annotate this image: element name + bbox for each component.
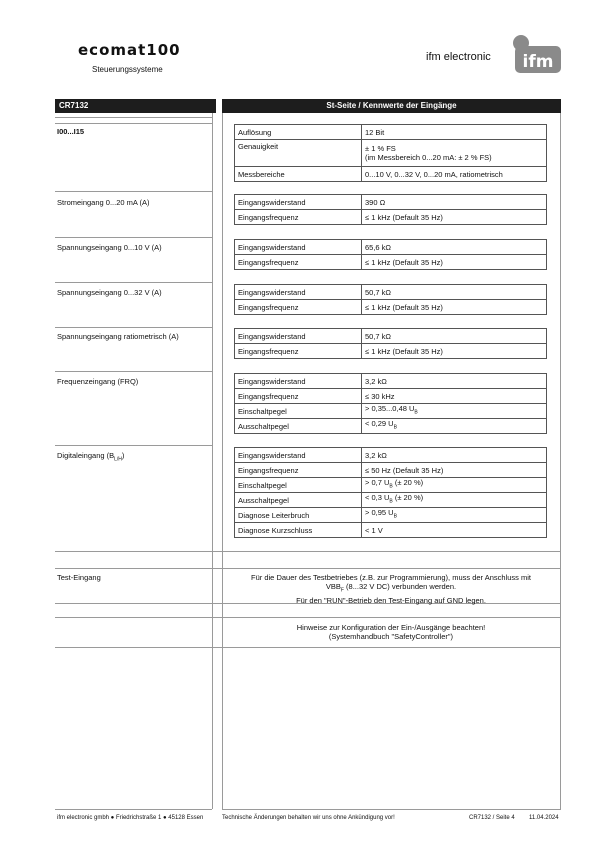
row-key: Eingangswiderstand xyxy=(235,448,362,463)
table-row xyxy=(235,389,547,404)
row-value: ≤ 1 kHz (Default 35 Hz) xyxy=(362,210,547,225)
row-key: Eingangsfrequenz xyxy=(235,300,362,315)
table-row xyxy=(235,285,547,300)
section-title-bar xyxy=(222,99,561,113)
row-key: Genauigkeit xyxy=(235,140,362,167)
table-frequency-input xyxy=(234,373,547,434)
divider xyxy=(55,647,561,648)
divider xyxy=(55,551,561,552)
table-row xyxy=(235,404,547,419)
brand-subtitle: Steuerungssysteme xyxy=(92,65,163,74)
divider xyxy=(55,617,561,618)
left-column-edge xyxy=(212,113,213,809)
row-value xyxy=(362,478,547,493)
table-row xyxy=(235,195,547,210)
table-row xyxy=(235,210,547,225)
divider xyxy=(55,123,212,124)
row-key: Ausschaltpegel xyxy=(235,493,362,508)
footer-page: CR7132 / Seite 4 xyxy=(469,815,515,821)
divider xyxy=(55,117,212,118)
row-key: Eingangswiderstand xyxy=(235,329,362,344)
divider xyxy=(55,237,212,238)
label-voltage-ratiometric: Spannungseingang ratiometrisch (A) xyxy=(57,332,179,341)
row-key: Eingangswiderstand xyxy=(235,285,362,300)
divider xyxy=(55,568,561,569)
value-line: (im Messbereich 0...20 mA: ± 2 % FS) xyxy=(365,153,492,162)
hint-line: Hinweise zur Konfiguration der Ein-/Ausgänge beachten! xyxy=(296,623,486,632)
footer-date: 11.04.2024 xyxy=(529,815,559,821)
hint-line: (Systemhandbuch "SafetyController") xyxy=(328,632,454,641)
row-value: ≤ 50 Hz (Default 35 Hz) xyxy=(362,463,547,478)
value-text: > 0,7 U xyxy=(365,478,390,488)
row-key: Auflösung xyxy=(235,125,362,140)
row-value: 12 Bit xyxy=(362,125,547,140)
row-key: Diagnose Kurzschluss xyxy=(235,523,362,538)
row-value: ≤ 1 kHz (Default 35 Hz) xyxy=(362,300,547,315)
note-subscript: F xyxy=(340,587,344,594)
row-value: ≤ 1 kHz (Default 35 Hz) xyxy=(362,255,547,270)
ifm-logo xyxy=(509,33,561,75)
table-row xyxy=(235,419,547,434)
row-key: Eingangsfrequenz xyxy=(235,389,362,404)
label-current-input: Stromeingang 0...20 mA (A) xyxy=(57,198,150,207)
frame-bottom-edge xyxy=(222,809,561,810)
label-digital-input xyxy=(57,451,124,463)
row-key: Messbereiche xyxy=(235,167,362,182)
footer-disclaimer: Technische Änderungen behalten wir uns ohne Ankündigung vor! xyxy=(222,815,395,821)
label-subscript: L/H xyxy=(114,456,122,463)
label-inputs: I00...I15 xyxy=(57,127,85,136)
divider xyxy=(55,327,212,328)
table-row xyxy=(235,344,547,359)
row-value: 3,2 kΩ xyxy=(362,374,547,389)
divider xyxy=(55,445,212,446)
row-value xyxy=(362,508,547,523)
table-digital-input xyxy=(234,447,547,538)
note-line: Für die Dauer des Testbetriebes (z.B. zur Programmierung), muss der Anschluss mit xyxy=(251,573,531,582)
value-end: (± 20 %) xyxy=(392,478,424,488)
product-title-bar xyxy=(55,99,216,113)
note-text: (8...32 V DC) verbunden werden. xyxy=(343,582,457,591)
table-row xyxy=(235,374,547,389)
value-text: > 0,95 U xyxy=(365,508,394,518)
value-subscript: B xyxy=(389,483,393,490)
table-inputs xyxy=(234,124,547,182)
table-row xyxy=(235,508,547,523)
configuration-hint xyxy=(222,623,560,641)
table-voltage-ratiometric xyxy=(234,328,547,359)
table-row xyxy=(235,463,547,478)
note-text: VBB xyxy=(325,582,341,591)
table-row xyxy=(235,125,547,140)
row-value: 50,7 kΩ xyxy=(362,285,547,300)
row-value: 390 Ω xyxy=(362,195,547,210)
value-line: ± 1 % FS xyxy=(365,144,396,153)
table-row xyxy=(235,240,547,255)
row-key: Eingangswiderstand xyxy=(235,374,362,389)
row-value: ≤ 1 kHz (Default 35 Hz) xyxy=(362,344,547,359)
label-voltage-32v: Spannungseingang 0...32 V (A) xyxy=(57,288,162,297)
table-row xyxy=(235,478,547,493)
value-text: < 0,29 U xyxy=(365,419,394,429)
value-text: < 0,3 U xyxy=(365,493,390,503)
value-subscript: B xyxy=(393,424,397,431)
value-end: (± 20 %) xyxy=(392,493,424,503)
note-line xyxy=(222,582,560,596)
value-subscript: B xyxy=(389,498,393,505)
label-voltage-10v: Spannungseingang 0...10 V (A) xyxy=(57,243,162,252)
table-row xyxy=(235,493,547,508)
label-end: ) xyxy=(121,451,125,460)
divider xyxy=(55,809,212,810)
row-key: Eingangsfrequenz xyxy=(235,344,362,359)
product-title: CR7132 xyxy=(59,101,89,110)
row-key: Eingangsfrequenz xyxy=(235,463,362,478)
row-key: Diagnose Leiterbruch xyxy=(235,508,362,523)
row-key: Einschaltpegel xyxy=(235,404,362,419)
frame-right-edge xyxy=(560,113,561,809)
ifm-logo-text: ifm xyxy=(522,52,554,72)
row-key: Einschaltpegel xyxy=(235,478,362,493)
table-row xyxy=(235,140,547,167)
footer-address: ifm electronic gmbh ● Friedrichstraße 1 ● 45128 Essen xyxy=(57,815,204,821)
label-text: Digitaleingang (B xyxy=(57,451,115,460)
divider xyxy=(55,282,212,283)
divider xyxy=(55,371,212,372)
value-subscript: B xyxy=(393,513,397,520)
row-value: 65,6 kΩ xyxy=(362,240,547,255)
table-voltage-10v xyxy=(234,239,547,270)
label-frequency-input: Frequenzeingang (FRQ) xyxy=(57,377,139,386)
ecomat-logo: ecomat100 xyxy=(78,41,181,59)
table-row xyxy=(235,255,547,270)
table-row xyxy=(235,300,547,315)
divider xyxy=(55,191,212,192)
test-input-note xyxy=(222,573,560,605)
row-value xyxy=(362,493,547,508)
row-key: Ausschaltpegel xyxy=(235,419,362,434)
frame-left-edge xyxy=(222,113,223,809)
row-value: 0...10 V, 0...32 V, 0...20 mA, ratiometrisch xyxy=(362,167,547,182)
row-key: Eingangsfrequenz xyxy=(235,255,362,270)
row-value: < 1 V xyxy=(362,523,547,538)
row-value: 50,7 kΩ xyxy=(362,329,547,344)
label-test-input: Test-Eingang xyxy=(57,573,101,582)
section-title: St-Seite / Kennwerte der Eingänge xyxy=(326,101,457,110)
row-key: Eingangsfrequenz xyxy=(235,210,362,225)
value-subscript: B xyxy=(414,409,418,416)
table-row xyxy=(235,329,547,344)
row-value: ≤ 30 kHz xyxy=(362,389,547,404)
table-row xyxy=(235,448,547,463)
row-key: Eingangswiderstand xyxy=(235,240,362,255)
table-voltage-32v xyxy=(234,284,547,315)
table-row xyxy=(235,523,547,538)
table-current-input xyxy=(234,194,547,225)
row-value xyxy=(362,419,547,434)
row-value xyxy=(362,140,547,167)
note-line: Für den "RUN"-Betrieb den Test-Eingang auf GND legen. xyxy=(296,595,486,605)
row-key: Eingangswiderstand xyxy=(235,195,362,210)
table-row xyxy=(235,167,547,182)
row-value: 3,2 kΩ xyxy=(362,448,547,463)
row-value xyxy=(362,404,547,419)
company-name: ifm electronic xyxy=(426,51,491,63)
value-text: > 0,35...0,48 U xyxy=(365,404,415,414)
